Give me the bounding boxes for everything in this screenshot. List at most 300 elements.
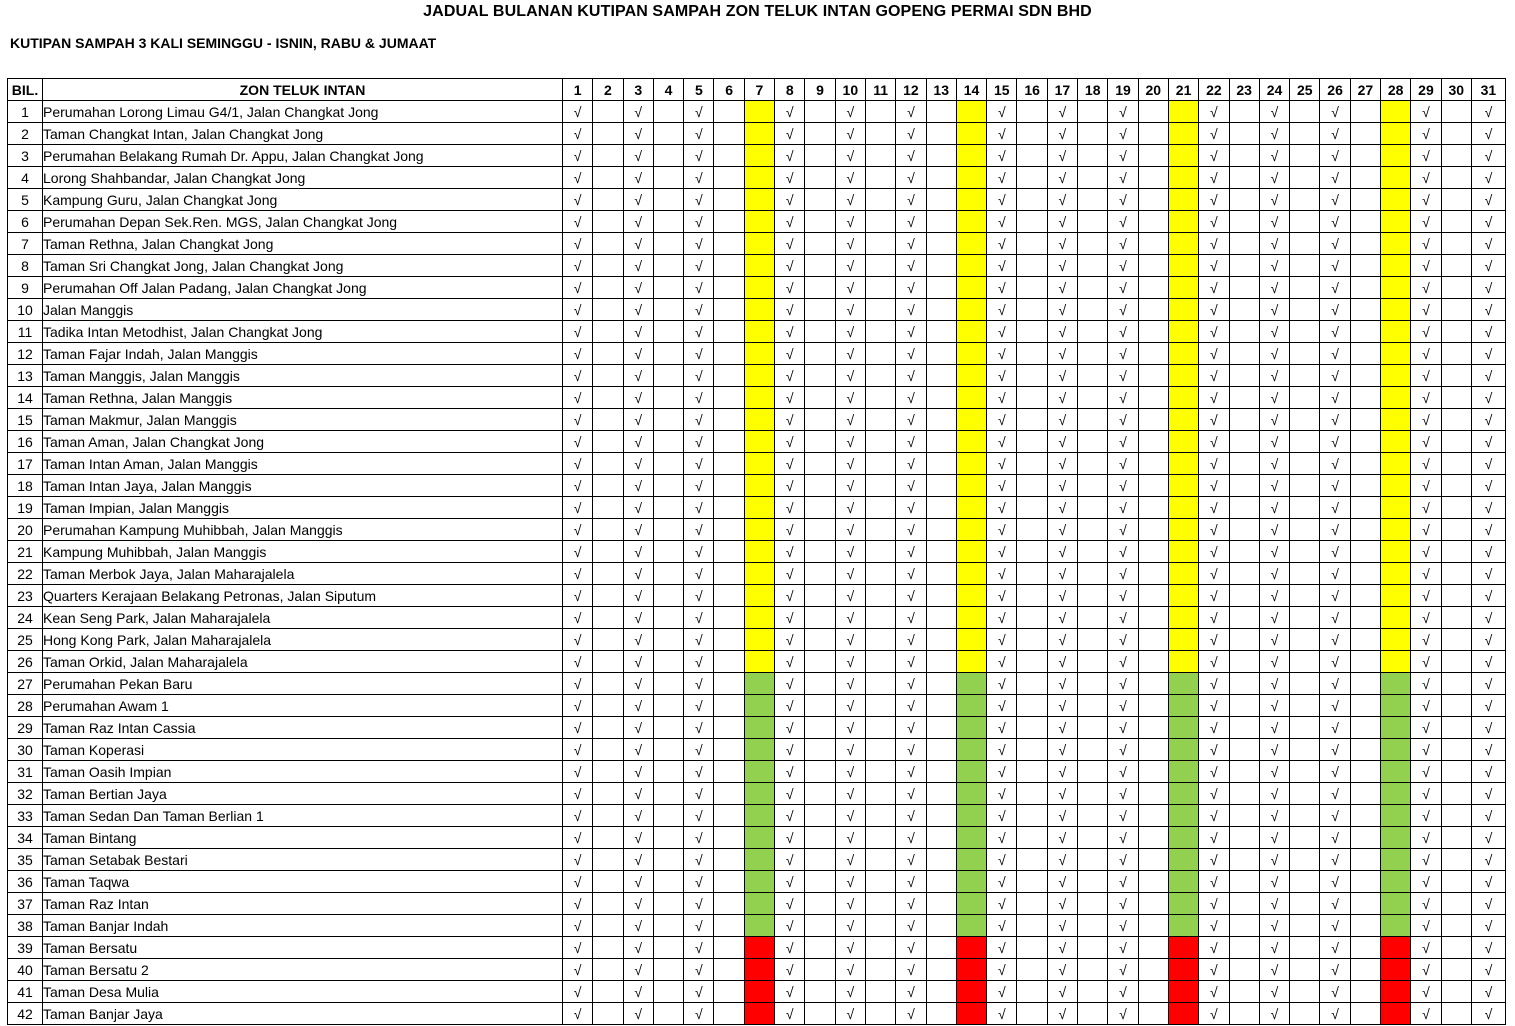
highlight-cell bbox=[1381, 167, 1411, 189]
check-mark-cell: √ bbox=[896, 101, 926, 123]
check-mark-cell: √ bbox=[835, 343, 865, 365]
empty-day-cell bbox=[1441, 717, 1471, 739]
check-mark-cell: √ bbox=[896, 387, 926, 409]
empty-day-cell bbox=[805, 255, 835, 277]
check-mark-cell: √ bbox=[987, 981, 1017, 1003]
row-number: 28 bbox=[8, 695, 43, 717]
check-mark-cell: √ bbox=[1259, 321, 1289, 343]
check-mark-cell: √ bbox=[1047, 497, 1077, 519]
empty-day-cell bbox=[714, 937, 744, 959]
check-mark-cell: √ bbox=[896, 189, 926, 211]
check-mark-cell: √ bbox=[896, 431, 926, 453]
highlight-cell bbox=[1381, 497, 1411, 519]
check-mark-cell: √ bbox=[1199, 145, 1229, 167]
check-mark-cell: √ bbox=[1108, 431, 1138, 453]
empty-day-cell bbox=[714, 761, 744, 783]
column-header-day-22: 22 bbox=[1199, 79, 1229, 101]
check-mark-cell: √ bbox=[835, 431, 865, 453]
empty-day-cell bbox=[926, 915, 956, 937]
highlight-cell bbox=[1381, 541, 1411, 563]
check-mark-cell: √ bbox=[1471, 321, 1505, 343]
empty-day-cell bbox=[653, 585, 683, 607]
check-mark-cell: √ bbox=[1199, 475, 1229, 497]
highlight-cell bbox=[956, 717, 986, 739]
empty-day-cell bbox=[1229, 497, 1259, 519]
check-mark-cell: √ bbox=[1320, 211, 1350, 233]
highlight-cell bbox=[956, 211, 986, 233]
empty-day-cell bbox=[926, 607, 956, 629]
empty-day-cell bbox=[1078, 915, 1108, 937]
check-mark-cell: √ bbox=[684, 211, 714, 233]
check-mark-cell: √ bbox=[1471, 211, 1505, 233]
check-mark-cell: √ bbox=[1108, 805, 1138, 827]
empty-day-cell bbox=[1441, 453, 1471, 475]
empty-day-cell bbox=[1350, 453, 1380, 475]
highlight-cell bbox=[956, 871, 986, 893]
check-mark-cell: √ bbox=[835, 783, 865, 805]
row-number: 17 bbox=[8, 453, 43, 475]
check-mark-cell: √ bbox=[1108, 497, 1138, 519]
empty-day-cell bbox=[1229, 629, 1259, 651]
check-mark-cell: √ bbox=[684, 299, 714, 321]
empty-day-cell bbox=[1441, 651, 1471, 673]
check-mark-cell: √ bbox=[684, 651, 714, 673]
zone-name: Taman Merbok Jaya, Jalan Maharajalela bbox=[43, 563, 563, 585]
empty-day-cell bbox=[714, 717, 744, 739]
check-mark-cell: √ bbox=[1108, 541, 1138, 563]
check-mark-cell: √ bbox=[775, 299, 805, 321]
highlight-cell bbox=[1168, 541, 1198, 563]
empty-day-cell bbox=[805, 761, 835, 783]
check-mark-cell: √ bbox=[1259, 849, 1289, 871]
check-mark-cell: √ bbox=[835, 1003, 865, 1025]
highlight-cell bbox=[956, 189, 986, 211]
empty-day-cell bbox=[805, 827, 835, 849]
row-number: 33 bbox=[8, 805, 43, 827]
check-mark-cell: √ bbox=[775, 805, 805, 827]
empty-day-cell bbox=[1350, 805, 1380, 827]
row-number: 8 bbox=[8, 255, 43, 277]
check-mark-cell: √ bbox=[563, 211, 593, 233]
check-mark-cell: √ bbox=[1199, 937, 1229, 959]
empty-day-cell bbox=[1078, 717, 1108, 739]
empty-day-cell bbox=[1350, 431, 1380, 453]
empty-day-cell bbox=[593, 937, 623, 959]
empty-day-cell bbox=[653, 541, 683, 563]
empty-day-cell bbox=[1229, 805, 1259, 827]
empty-day-cell bbox=[1441, 827, 1471, 849]
highlight-cell bbox=[744, 937, 774, 959]
highlight-cell bbox=[1381, 409, 1411, 431]
empty-day-cell bbox=[865, 343, 895, 365]
empty-day-cell bbox=[926, 123, 956, 145]
check-mark-cell: √ bbox=[835, 651, 865, 673]
check-mark-cell: √ bbox=[623, 189, 653, 211]
zone-name: Taman Banjar Indah bbox=[43, 915, 563, 937]
highlight-cell bbox=[1168, 871, 1198, 893]
check-mark-cell: √ bbox=[623, 497, 653, 519]
empty-day-cell bbox=[805, 937, 835, 959]
check-mark-cell: √ bbox=[1320, 101, 1350, 123]
empty-day-cell bbox=[714, 431, 744, 453]
empty-day-cell bbox=[805, 343, 835, 365]
empty-day-cell bbox=[714, 783, 744, 805]
empty-day-cell bbox=[926, 761, 956, 783]
row-number: 1 bbox=[8, 101, 43, 123]
row-number: 30 bbox=[8, 739, 43, 761]
check-mark-cell: √ bbox=[1259, 805, 1289, 827]
check-mark-cell: √ bbox=[1047, 915, 1077, 937]
empty-day-cell bbox=[1290, 101, 1320, 123]
check-mark-cell: √ bbox=[684, 739, 714, 761]
empty-day-cell bbox=[653, 937, 683, 959]
empty-day-cell bbox=[926, 805, 956, 827]
empty-day-cell bbox=[1138, 915, 1168, 937]
empty-day-cell bbox=[1441, 563, 1471, 585]
check-mark-cell: √ bbox=[1047, 189, 1077, 211]
zone-name: Taman Oasih Impian bbox=[43, 761, 563, 783]
empty-day-cell bbox=[1229, 541, 1259, 563]
table-row bbox=[8, 739, 1506, 761]
empty-day-cell bbox=[1441, 299, 1471, 321]
check-mark-cell: √ bbox=[1259, 607, 1289, 629]
row-number: 29 bbox=[8, 717, 43, 739]
empty-day-cell bbox=[1290, 717, 1320, 739]
table-row bbox=[8, 981, 1506, 1003]
highlight-cell bbox=[1168, 255, 1198, 277]
check-mark-cell: √ bbox=[684, 321, 714, 343]
empty-day-cell bbox=[865, 849, 895, 871]
check-mark-cell: √ bbox=[775, 827, 805, 849]
empty-day-cell bbox=[593, 1003, 623, 1025]
empty-day-cell bbox=[1138, 981, 1168, 1003]
check-mark-cell: √ bbox=[775, 981, 805, 1003]
empty-day-cell bbox=[865, 321, 895, 343]
empty-day-cell bbox=[1441, 431, 1471, 453]
empty-day-cell bbox=[1017, 959, 1047, 981]
zone-name: Taman Desa Mulia bbox=[43, 981, 563, 1003]
highlight-cell bbox=[956, 101, 986, 123]
column-header-day-4: 4 bbox=[653, 79, 683, 101]
empty-day-cell bbox=[865, 585, 895, 607]
empty-day-cell bbox=[1350, 211, 1380, 233]
table-row bbox=[8, 849, 1506, 871]
check-mark-cell: √ bbox=[1320, 453, 1350, 475]
check-mark-cell: √ bbox=[1471, 343, 1505, 365]
check-mark-cell: √ bbox=[987, 387, 1017, 409]
empty-day-cell bbox=[1138, 563, 1168, 585]
empty-day-cell bbox=[865, 475, 895, 497]
highlight-cell bbox=[1168, 783, 1198, 805]
check-mark-cell: √ bbox=[1320, 849, 1350, 871]
zone-name: Perumahan Kampung Muhibbah, Jalan Manggis bbox=[43, 519, 563, 541]
check-mark-cell: √ bbox=[623, 585, 653, 607]
check-mark-cell: √ bbox=[987, 959, 1017, 981]
empty-day-cell bbox=[653, 145, 683, 167]
highlight-cell bbox=[956, 277, 986, 299]
check-mark-cell: √ bbox=[1411, 255, 1441, 277]
empty-day-cell bbox=[1138, 365, 1168, 387]
highlight-cell bbox=[956, 893, 986, 915]
zone-name: Taman Raz Intan Cassia bbox=[43, 717, 563, 739]
check-mark-cell: √ bbox=[1259, 387, 1289, 409]
check-mark-cell: √ bbox=[1047, 849, 1077, 871]
empty-day-cell bbox=[1078, 937, 1108, 959]
check-mark-cell: √ bbox=[835, 585, 865, 607]
empty-day-cell bbox=[714, 497, 744, 519]
check-mark-cell: √ bbox=[684, 827, 714, 849]
check-mark-cell: √ bbox=[623, 123, 653, 145]
empty-day-cell bbox=[1350, 761, 1380, 783]
row-number: 10 bbox=[8, 299, 43, 321]
highlight-cell bbox=[744, 871, 774, 893]
check-mark-cell: √ bbox=[1108, 167, 1138, 189]
empty-day-cell bbox=[1350, 959, 1380, 981]
empty-day-cell bbox=[805, 629, 835, 651]
empty-day-cell bbox=[1078, 585, 1108, 607]
empty-day-cell bbox=[653, 475, 683, 497]
highlight-cell bbox=[744, 959, 774, 981]
empty-day-cell bbox=[1017, 255, 1047, 277]
check-mark-cell: √ bbox=[623, 959, 653, 981]
empty-day-cell bbox=[714, 211, 744, 233]
empty-day-cell bbox=[593, 233, 623, 255]
check-mark-cell: √ bbox=[835, 211, 865, 233]
check-mark-cell: √ bbox=[1108, 651, 1138, 673]
highlight-cell bbox=[744, 981, 774, 1003]
zone-name: Taman Sri Changkat Jong, Jalan Changkat Jong bbox=[43, 255, 563, 277]
check-mark-cell: √ bbox=[1411, 233, 1441, 255]
empty-day-cell bbox=[1229, 519, 1259, 541]
empty-day-cell bbox=[1138, 607, 1168, 629]
empty-day-cell bbox=[593, 739, 623, 761]
zone-name: Kampung Guru, Jalan Changkat Jong bbox=[43, 189, 563, 211]
empty-day-cell bbox=[1441, 739, 1471, 761]
check-mark-cell: √ bbox=[563, 981, 593, 1003]
check-mark-cell: √ bbox=[1199, 453, 1229, 475]
check-mark-cell: √ bbox=[835, 871, 865, 893]
check-mark-cell: √ bbox=[563, 453, 593, 475]
zone-name: Perumahan Awam 1 bbox=[43, 695, 563, 717]
check-mark-cell: √ bbox=[623, 827, 653, 849]
highlight-cell bbox=[1381, 893, 1411, 915]
empty-day-cell bbox=[714, 255, 744, 277]
highlight-cell bbox=[956, 255, 986, 277]
check-mark-cell: √ bbox=[1411, 717, 1441, 739]
empty-day-cell bbox=[714, 277, 744, 299]
empty-day-cell bbox=[1229, 981, 1259, 1003]
highlight-cell bbox=[744, 695, 774, 717]
highlight-cell bbox=[744, 783, 774, 805]
empty-day-cell bbox=[1078, 1003, 1108, 1025]
check-mark-cell: √ bbox=[563, 343, 593, 365]
check-mark-cell: √ bbox=[775, 629, 805, 651]
empty-day-cell bbox=[1017, 101, 1047, 123]
empty-day-cell bbox=[1290, 585, 1320, 607]
check-mark-cell: √ bbox=[835, 695, 865, 717]
empty-day-cell bbox=[1229, 871, 1259, 893]
check-mark-cell: √ bbox=[1047, 123, 1077, 145]
empty-day-cell bbox=[1138, 827, 1168, 849]
check-mark-cell: √ bbox=[987, 475, 1017, 497]
empty-day-cell bbox=[1078, 365, 1108, 387]
highlight-cell bbox=[744, 673, 774, 695]
check-mark-cell: √ bbox=[684, 761, 714, 783]
check-mark-cell: √ bbox=[896, 1003, 926, 1025]
row-number: 15 bbox=[8, 409, 43, 431]
highlight-cell bbox=[1168, 321, 1198, 343]
check-mark-cell: √ bbox=[896, 563, 926, 585]
check-mark-cell: √ bbox=[835, 519, 865, 541]
check-mark-cell: √ bbox=[1108, 563, 1138, 585]
zone-name: Perumahan Belakang Rumah Dr. Appu, Jalan Changkat Jong bbox=[43, 145, 563, 167]
empty-day-cell bbox=[1441, 871, 1471, 893]
empty-day-cell bbox=[1350, 497, 1380, 519]
check-mark-cell: √ bbox=[1320, 695, 1350, 717]
empty-day-cell bbox=[865, 805, 895, 827]
table-row bbox=[8, 783, 1506, 805]
highlight-cell bbox=[956, 783, 986, 805]
empty-day-cell bbox=[714, 343, 744, 365]
zone-name: Quarters Kerajaan Belakang Petronas, Jalan Siputum bbox=[43, 585, 563, 607]
empty-day-cell bbox=[593, 255, 623, 277]
check-mark-cell: √ bbox=[1411, 673, 1441, 695]
empty-day-cell bbox=[1017, 893, 1047, 915]
check-mark-cell: √ bbox=[623, 651, 653, 673]
empty-day-cell bbox=[805, 409, 835, 431]
check-mark-cell: √ bbox=[987, 585, 1017, 607]
empty-day-cell bbox=[1229, 849, 1259, 871]
empty-day-cell bbox=[1138, 277, 1168, 299]
check-mark-cell: √ bbox=[1199, 805, 1229, 827]
empty-day-cell bbox=[653, 563, 683, 585]
check-mark-cell: √ bbox=[1259, 739, 1289, 761]
check-mark-cell: √ bbox=[896, 717, 926, 739]
check-mark-cell: √ bbox=[1411, 827, 1441, 849]
empty-day-cell bbox=[1138, 937, 1168, 959]
highlight-cell bbox=[1381, 761, 1411, 783]
check-mark-cell: √ bbox=[684, 805, 714, 827]
empty-day-cell bbox=[805, 365, 835, 387]
highlight-cell bbox=[956, 695, 986, 717]
highlight-cell bbox=[744, 739, 774, 761]
check-mark-cell: √ bbox=[623, 761, 653, 783]
empty-day-cell bbox=[1350, 871, 1380, 893]
check-mark-cell: √ bbox=[1320, 739, 1350, 761]
check-mark-cell: √ bbox=[1108, 255, 1138, 277]
check-mark-cell: √ bbox=[1108, 343, 1138, 365]
check-mark-cell: √ bbox=[1471, 255, 1505, 277]
empty-day-cell bbox=[1229, 915, 1259, 937]
check-mark-cell: √ bbox=[563, 563, 593, 585]
check-mark-cell: √ bbox=[896, 343, 926, 365]
empty-day-cell bbox=[714, 827, 744, 849]
check-mark-cell: √ bbox=[1320, 673, 1350, 695]
check-mark-cell: √ bbox=[1320, 321, 1350, 343]
empty-day-cell bbox=[1017, 211, 1047, 233]
table-row bbox=[8, 101, 1506, 123]
highlight-cell bbox=[1168, 167, 1198, 189]
highlight-cell bbox=[744, 453, 774, 475]
empty-day-cell bbox=[1078, 541, 1108, 563]
check-mark-cell: √ bbox=[1047, 937, 1077, 959]
check-mark-cell: √ bbox=[835, 277, 865, 299]
highlight-cell bbox=[744, 299, 774, 321]
empty-day-cell bbox=[865, 431, 895, 453]
empty-day-cell bbox=[1017, 409, 1047, 431]
column-header-day-6: 6 bbox=[714, 79, 744, 101]
table-row bbox=[8, 211, 1506, 233]
check-mark-cell: √ bbox=[775, 761, 805, 783]
empty-day-cell bbox=[1138, 123, 1168, 145]
check-mark-cell: √ bbox=[684, 695, 714, 717]
zone-name: Kean Seng Park, Jalan Maharajalela bbox=[43, 607, 563, 629]
highlight-cell bbox=[744, 255, 774, 277]
empty-day-cell bbox=[714, 387, 744, 409]
check-mark-cell: √ bbox=[987, 123, 1017, 145]
check-mark-cell: √ bbox=[623, 255, 653, 277]
check-mark-cell: √ bbox=[1047, 343, 1077, 365]
column-header-day-20: 20 bbox=[1138, 79, 1168, 101]
empty-day-cell bbox=[593, 519, 623, 541]
check-mark-cell: √ bbox=[1259, 959, 1289, 981]
empty-day-cell bbox=[653, 211, 683, 233]
check-mark-cell: √ bbox=[1411, 783, 1441, 805]
check-mark-cell: √ bbox=[1108, 629, 1138, 651]
empty-day-cell bbox=[1229, 453, 1259, 475]
check-mark-cell: √ bbox=[835, 387, 865, 409]
table-row bbox=[8, 409, 1506, 431]
empty-day-cell bbox=[1138, 629, 1168, 651]
empty-day-cell bbox=[593, 277, 623, 299]
empty-day-cell bbox=[1017, 871, 1047, 893]
highlight-cell bbox=[744, 849, 774, 871]
check-mark-cell: √ bbox=[775, 145, 805, 167]
empty-day-cell bbox=[653, 299, 683, 321]
empty-day-cell bbox=[593, 805, 623, 827]
empty-day-cell bbox=[1290, 981, 1320, 1003]
check-mark-cell: √ bbox=[1320, 783, 1350, 805]
empty-day-cell bbox=[926, 101, 956, 123]
highlight-cell bbox=[1168, 915, 1198, 937]
empty-day-cell bbox=[1350, 651, 1380, 673]
empty-day-cell bbox=[1138, 101, 1168, 123]
zone-name: Jalan Manggis bbox=[43, 299, 563, 321]
empty-day-cell bbox=[1229, 409, 1259, 431]
check-mark-cell: √ bbox=[896, 629, 926, 651]
empty-day-cell bbox=[653, 1003, 683, 1025]
check-mark-cell: √ bbox=[1047, 651, 1077, 673]
check-mark-cell: √ bbox=[1320, 255, 1350, 277]
empty-day-cell bbox=[1229, 299, 1259, 321]
empty-day-cell bbox=[1290, 343, 1320, 365]
empty-day-cell bbox=[1290, 167, 1320, 189]
empty-day-cell bbox=[1350, 1003, 1380, 1025]
check-mark-cell: √ bbox=[563, 123, 593, 145]
table-row bbox=[8, 1003, 1506, 1025]
check-mark-cell: √ bbox=[1411, 497, 1441, 519]
check-mark-cell: √ bbox=[1108, 717, 1138, 739]
empty-day-cell bbox=[1229, 937, 1259, 959]
check-mark-cell: √ bbox=[896, 783, 926, 805]
table-row bbox=[8, 189, 1506, 211]
column-header-day-12: 12 bbox=[896, 79, 926, 101]
check-mark-cell: √ bbox=[623, 541, 653, 563]
empty-day-cell bbox=[926, 167, 956, 189]
empty-day-cell bbox=[714, 1003, 744, 1025]
check-mark-cell: √ bbox=[1108, 673, 1138, 695]
empty-day-cell bbox=[926, 519, 956, 541]
